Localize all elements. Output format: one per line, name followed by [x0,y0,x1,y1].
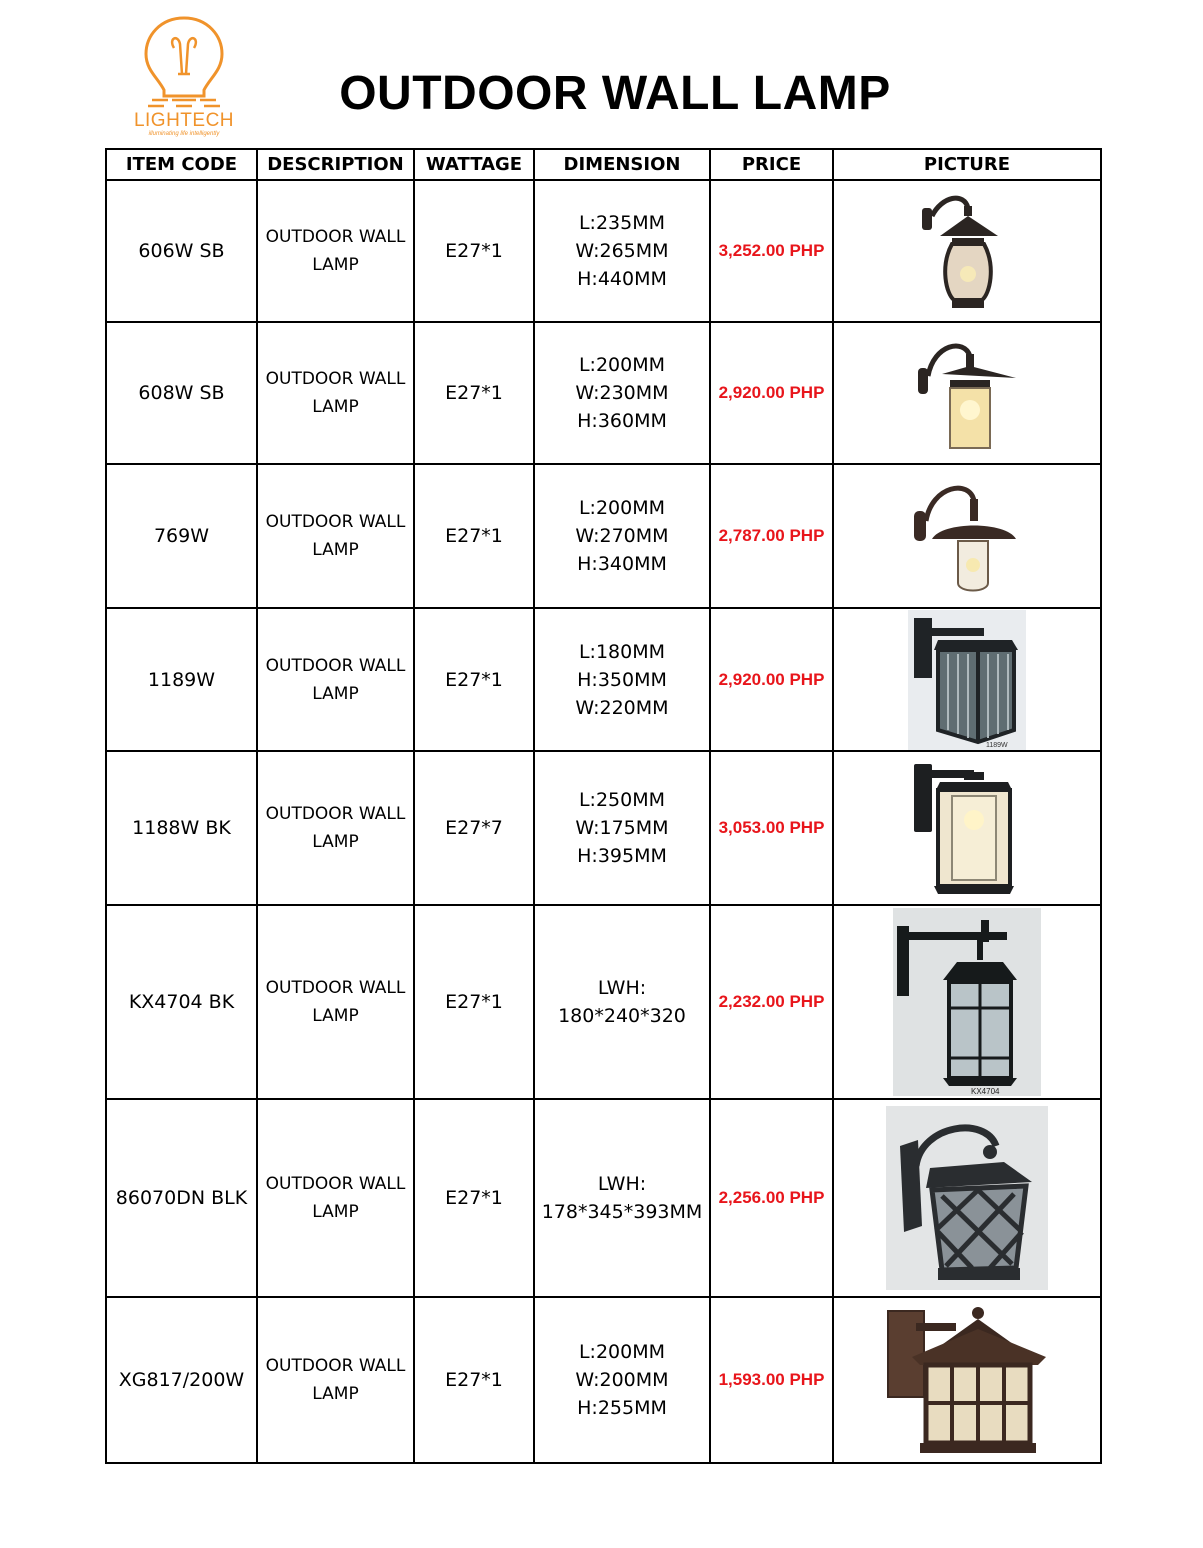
item-dimension: L:250MM W:175MM H:395MM [534,751,710,905]
item-dimension: LWH: 180*240*320 [534,905,710,1099]
table-row [106,608,1101,751]
header-price: PRICE [710,149,833,180]
item-dimension: L:200MM W:230MM H:360MM [534,322,710,464]
item-price: 3,252.00 PHP [710,180,833,322]
lantern-lamp-icon [912,186,1022,316]
item-dimension: L:235MM W:265MM H:440MM [534,180,710,322]
item-price: 2,787.00 PHP [710,464,833,608]
item-wattage: E27*1 [414,608,534,751]
item-picture [833,1099,1101,1297]
lightbulb-icon [138,14,230,114]
item-price: 2,920.00 PHP [710,322,833,464]
picture-label: 1189W [986,741,1008,749]
item-price: 1,593.00 PHP [710,1297,833,1463]
header-picture: PICTURE [833,149,1101,180]
item-picture [833,180,1101,322]
item-wattage: E27*1 [414,322,534,464]
barn-lamp-icon [912,471,1022,601]
item-code: 1189W [106,608,257,751]
cylinder-lamp-icon [912,328,1022,458]
item-code: 608W SB [106,322,257,464]
table-row [106,1099,1101,1297]
table-row [106,751,1101,905]
logo-tagline: illuminating life intelligently [148,131,220,137]
craftsman-lantern-icon [886,1305,1048,1455]
table-row [106,905,1101,1099]
item-description: OUTDOOR WALL LAMP [257,608,414,751]
item-dimension: L:200MM W:270MM H:340MM [534,464,710,608]
item-wattage: E27*1 [414,180,534,322]
item-dimension: LWH: 178*345*393MM [534,1099,710,1297]
lattice-lantern-icon [886,1106,1048,1290]
item-dimension: L:180MM H:350MM W:220MM [534,608,710,751]
item-description: OUTDOOR WALL LAMP [257,751,414,905]
item-price: 3,053.00 PHP [710,751,833,905]
item-code: 1188W BK [106,751,257,905]
item-wattage: E27*1 [414,464,534,608]
hanging-lantern-icon [893,908,1041,1096]
item-code: 86070DN BLK [106,1099,257,1297]
ribbed-lantern-icon [908,610,1026,750]
page-title: OUTDOOR WALL LAMP [339,67,891,120]
item-wattage: E27*7 [414,751,534,905]
header-item-code: ITEM CODE [106,149,257,180]
picture-label: KX4704 [971,1087,1000,1096]
item-code: KX4704 BK [106,905,257,1099]
item-picture [833,1297,1101,1463]
table-header-row [106,149,1101,180]
item-code: 769W [106,464,257,608]
logo-brand-text: LIGHTECH [133,110,235,131]
header-description: DESCRIPTION [257,149,414,180]
product-table [105,148,1102,1464]
item-wattage: E27*1 [414,1099,534,1297]
item-wattage: E27*1 [414,905,534,1099]
company-logo [128,14,240,140]
item-picture [833,751,1101,905]
table-row [106,1297,1101,1463]
header-wattage: WATTAGE [414,149,534,180]
item-picture [833,608,1101,751]
item-description: OUTDOOR WALL LAMP [257,1297,414,1463]
item-price: 2,920.00 PHP [710,608,833,751]
item-picture [833,905,1101,1099]
header-dimension: DIMENSION [534,149,710,180]
item-code: XG817/200W [106,1297,257,1463]
item-wattage: E27*1 [414,1297,534,1463]
item-description: OUTDOOR WALL LAMP [257,905,414,1099]
item-description: OUTDOOR WALL LAMP [257,322,414,464]
item-price: 2,232.00 PHP [710,905,833,1099]
table-row [106,322,1101,464]
item-code: 606W SB [106,180,257,322]
box-lantern-icon [912,758,1022,898]
item-description: OUTDOOR WALL LAMP [257,464,414,608]
item-price: 2,256.00 PHP [710,1099,833,1297]
table-row [106,464,1101,608]
item-description: OUTDOOR WALL LAMP [257,180,414,322]
item-dimension: L:200MM W:200MM H:255MM [534,1297,710,1463]
item-picture [833,322,1101,464]
item-description: OUTDOOR WALL LAMP [257,1099,414,1297]
table-row [106,180,1101,322]
item-picture [833,464,1101,608]
